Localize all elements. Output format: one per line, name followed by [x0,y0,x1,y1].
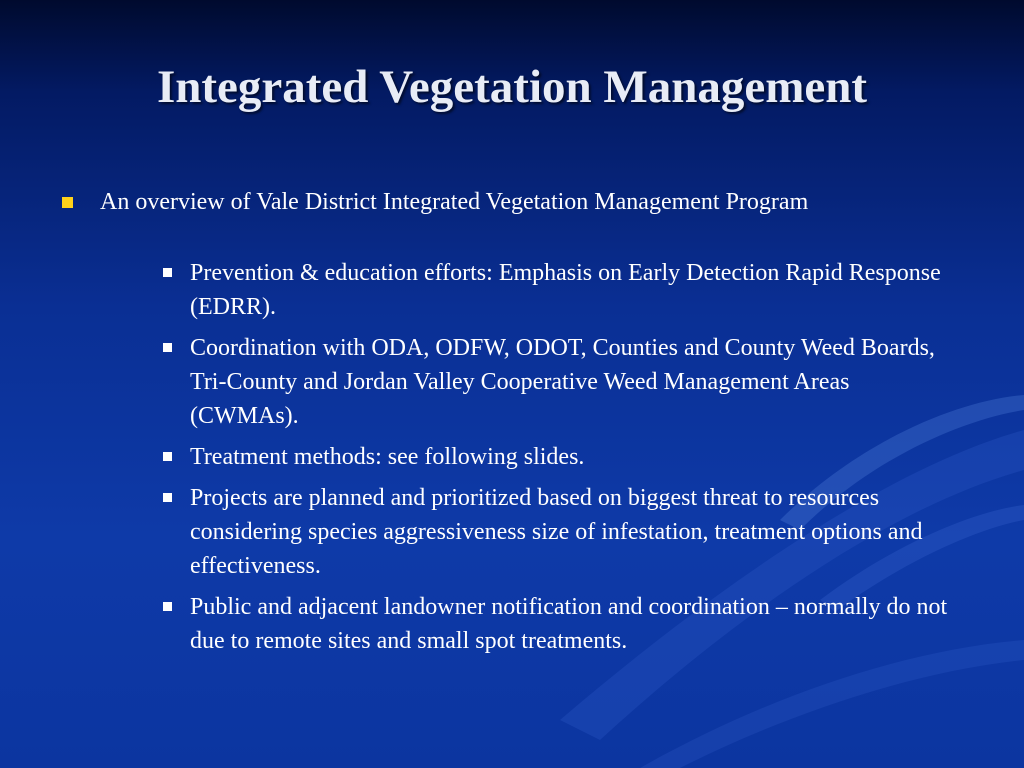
sub-bullet-text: Projects are planned and prioritized based on biggest threat to resources considering species aggressiveness size of infestation, treatment options and effectiveness. [190,485,923,579]
square-bullet-icon [163,602,172,611]
list-item [163,590,963,658]
main-bullet-item [62,187,962,218]
square-bullet-icon [163,343,172,352]
list-item [163,481,963,583]
square-bullet-icon [163,452,172,461]
main-bullet-text: An overview of Vale District Integrated Vegetation Management Program [100,189,809,215]
sub-bullet-list [163,256,963,665]
list-item [163,331,963,433]
sub-bullet-text: Prevention & education efforts: Emphasis on Early Detection Rapid Response (EDRR). [190,260,941,320]
sub-bullet-text: Treatment methods: see following slides. [190,444,585,470]
square-bullet-icon [163,493,172,502]
list-item [163,256,963,324]
sub-bullet-text: Public and adjacent landowner notification and coordination – normally do not due to remote sites and small spot treatments. [190,594,948,654]
square-bullet-icon [62,197,73,208]
sub-bullet-text: Coordination with ODA, ODFW, ODOT, Counties and County Weed Boards, Tri-County and Jordan Valley Cooperative Weed Management Areas (CWMAs). [190,335,935,429]
slide-title: Integrated Vegetation Management [156,61,868,113]
list-item [163,440,963,474]
square-bullet-icon [163,268,172,277]
